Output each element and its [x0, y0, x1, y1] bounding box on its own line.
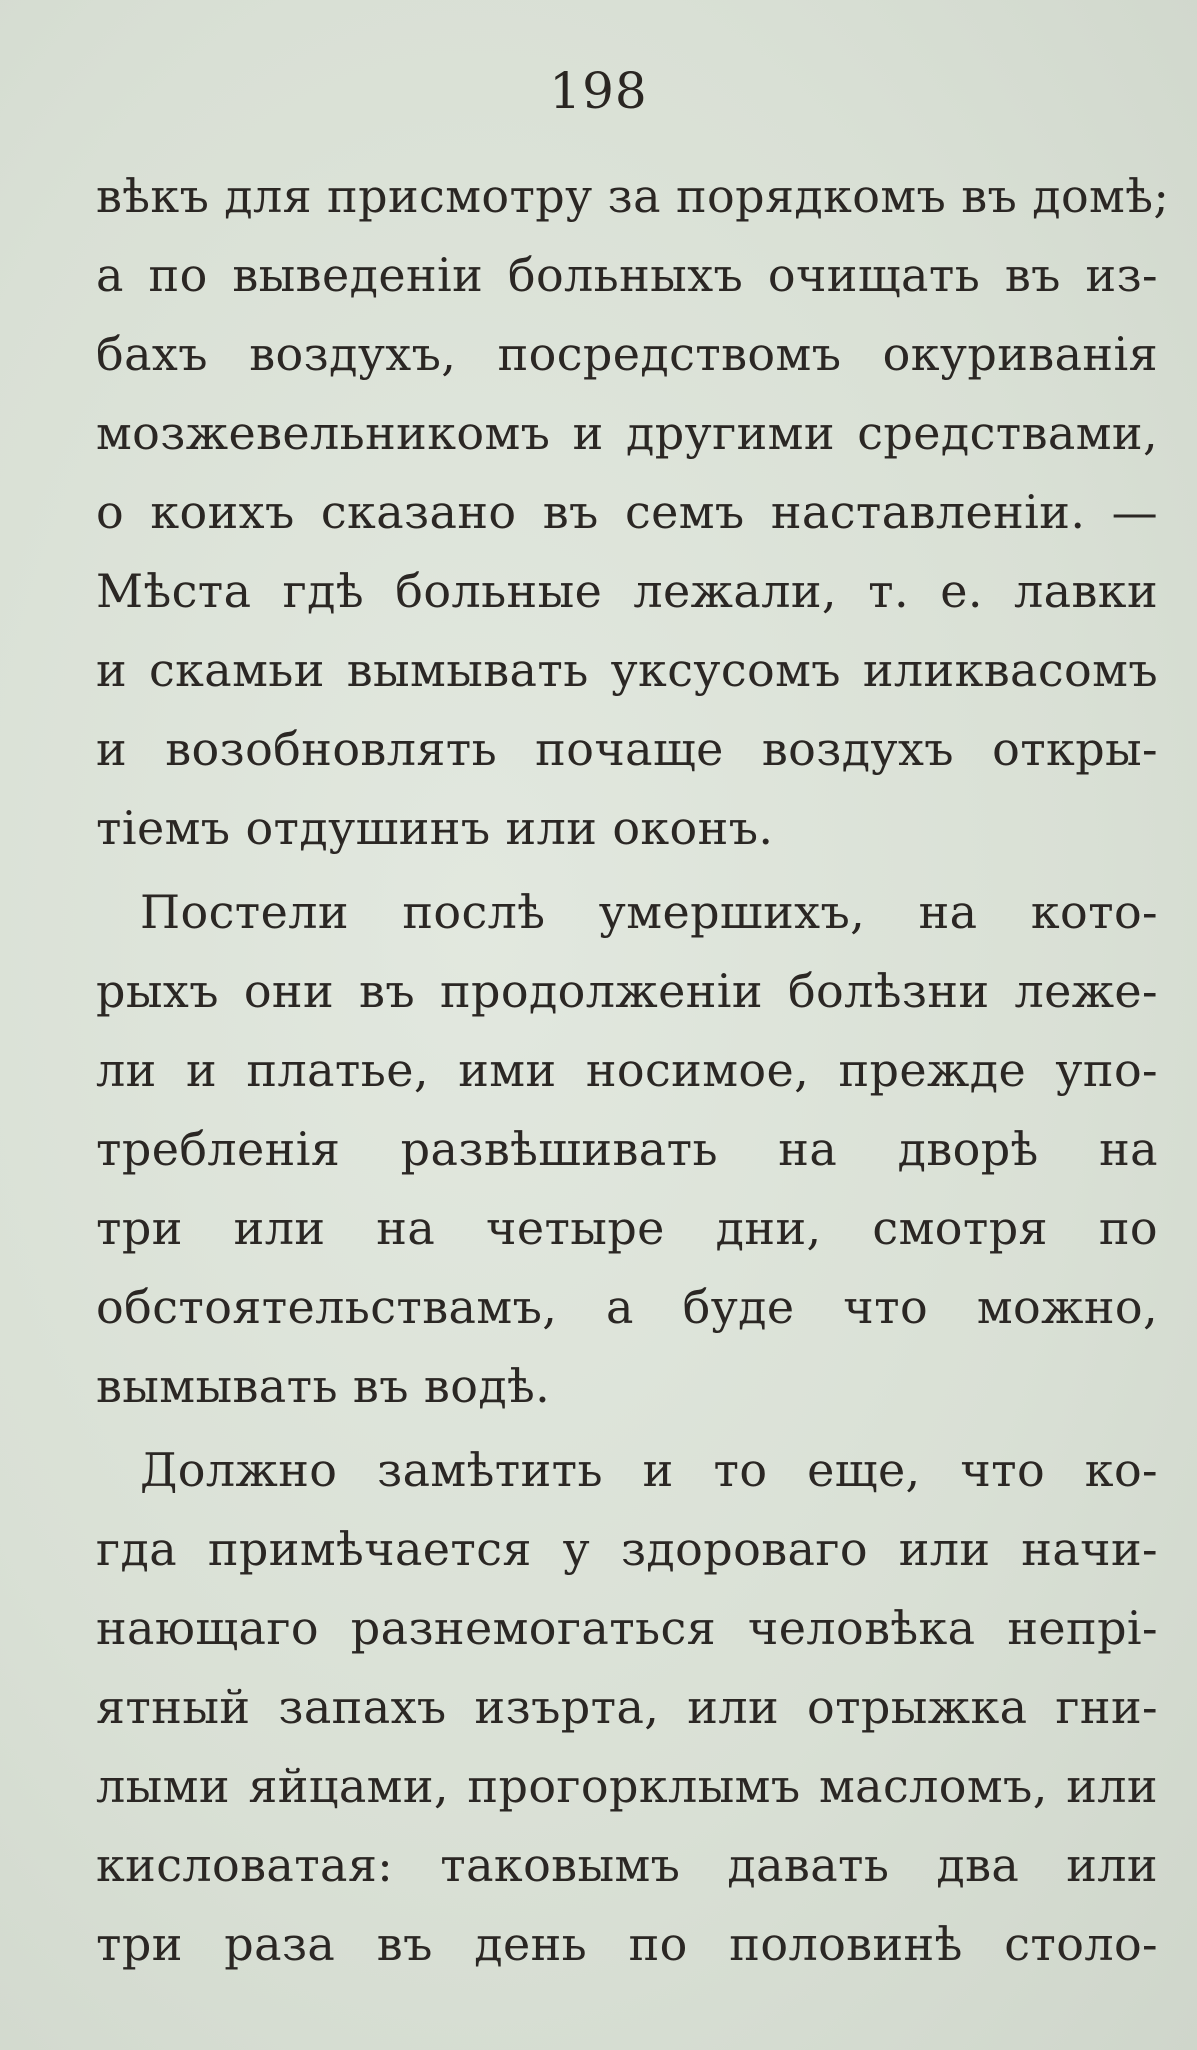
text-line: Мѣста гдѣ больные лежали, т. е. лавки [96, 564, 1158, 618]
text-line: мозжевельникомъ и другими средствами, [96, 406, 1158, 460]
text-line: три или на четыре дни, смотря по [96, 1201, 1158, 1255]
text-line: рыхъ они въ продолженіи болѣзни леже- [96, 964, 1158, 1018]
text-line: вымывать въ водѣ. [96, 1359, 551, 1413]
text-line: тіемъ отдушинъ или оконъ. [96, 801, 774, 855]
text-line: ли и платье, ими носимое, прежде упо- [96, 1043, 1158, 1097]
text-line: Должно замѣтить и то еще, что ко- [140, 1443, 1158, 1497]
text-line: и возобновлять почаще воздухъ откры- [96, 722, 1158, 776]
text-line: три раза въ день по половинѣ столо- [96, 1917, 1158, 1971]
text-line: вѣкъ для присмотру за порядкомъ въ домѣ; [96, 169, 1170, 223]
text-line: обстоятельствамъ, а буде что можно, [96, 1280, 1158, 1334]
text-line: а по выведеніи больныхъ очищать въ из- [96, 248, 1158, 302]
text-line: кисловатая: таковымъ давать два или [96, 1838, 1158, 1892]
text-line: о коихъ сказано въ семъ наставленіи. — [96, 485, 1158, 539]
text-line: ятный запахъ изърта, или отрыжка гни- [96, 1680, 1158, 1734]
text-line: бахъ воздухъ, посредствомъ окуриванія [96, 327, 1158, 381]
page-number: 198 [549, 62, 648, 120]
text-line: лыми яйцами, прогорклымъ масломъ, или [96, 1759, 1158, 1813]
text-line: и скамьи вымывать уксусомъ иликвасомъ [96, 643, 1158, 697]
text-line: Постели послѣ умершихъ, на кото- [140, 885, 1158, 939]
text-line: гда примѣчается у здороваго или начи- [96, 1522, 1158, 1576]
text-line: требленія развѣшивать на дворѣ на [96, 1122, 1158, 1176]
text-line: нающаго разнемогаться человѣка непрі- [96, 1601, 1158, 1655]
